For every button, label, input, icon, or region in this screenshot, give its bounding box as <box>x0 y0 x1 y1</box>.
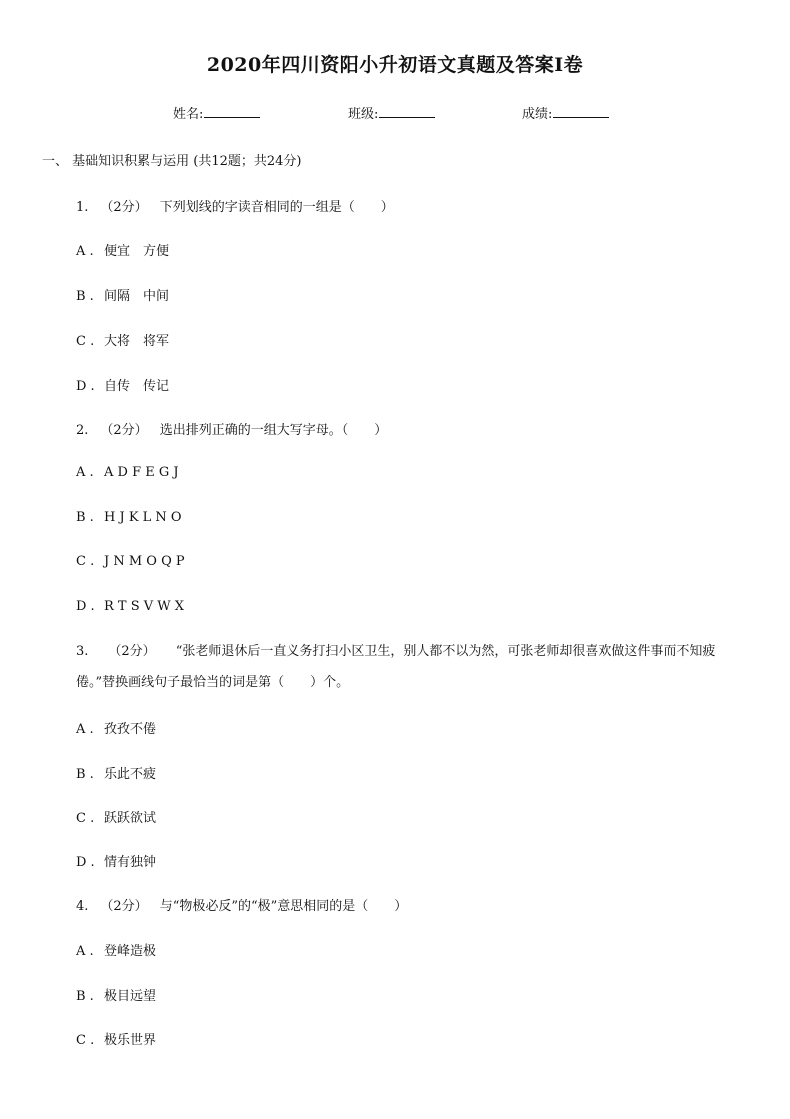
score-field <box>522 103 609 122</box>
option-text: J N M O Q P <box>104 554 185 569</box>
question-text: 下列划线的字读音相同的一组是（ ） <box>159 200 394 215</box>
question-score: （2分） <box>100 899 148 914</box>
option-text: 乐此不疲 <box>104 767 157 782</box>
option-letter: A . <box>76 465 94 480</box>
option-1a <box>76 240 169 259</box>
option-text: 极乐世界 <box>104 1033 157 1048</box>
question-text: “张老师退休后一直义务打扫小区卫生，别人都不以为然，可张老师却很喜欢做这件事而不知疲倦。”替换画线句子最恰当的词是第（ ）个。 <box>76 644 716 690</box>
section-heading: 一、 基础知识积累与运用 (共12题；共24分) <box>42 154 302 169</box>
option-letter: C . <box>76 1033 95 1048</box>
option-1b <box>76 285 169 304</box>
question-number: 2. <box>76 423 89 438</box>
question-text: 选出排列正确的一组大写字母。（ ） <box>159 423 388 438</box>
name-blank <box>204 105 260 118</box>
option-3c <box>76 807 156 826</box>
option-4a <box>76 940 156 959</box>
option-letter: D . <box>76 379 95 394</box>
option-letter: C . <box>76 811 95 826</box>
score-label: 成绩: <box>522 107 553 122</box>
class-label: 班级: <box>348 107 379 122</box>
option-3b <box>76 763 156 782</box>
question-number: 4. <box>76 899 89 914</box>
option-text: A D F E G J <box>104 465 179 480</box>
question-score: （2分） <box>100 423 148 438</box>
question-number: 3. <box>76 644 89 659</box>
option-4c <box>76 1029 156 1048</box>
option-text: 间隔 中间 <box>104 289 170 304</box>
option-text: H J K L N O <box>104 510 182 525</box>
option-3d <box>76 851 156 870</box>
option-1d <box>76 375 169 394</box>
option-text: 极目远望 <box>104 989 157 1004</box>
question-1 <box>76 196 394 215</box>
question-text: 与“物极必反”的“极”意思相同的是（ ） <box>159 899 408 914</box>
name-label: 姓名: <box>173 107 204 122</box>
option-text: 跃跃欲试 <box>104 811 157 826</box>
option-text: 登峰造极 <box>104 944 157 959</box>
question-2 <box>76 419 387 438</box>
option-text: 情有独钟 <box>104 855 157 870</box>
question-3 <box>76 636 746 698</box>
option-letter: C . <box>76 334 95 349</box>
option-letter: C . <box>76 554 95 569</box>
option-2c <box>76 554 185 569</box>
option-2a <box>76 465 179 480</box>
option-letter: B . <box>76 289 94 304</box>
class-field <box>348 103 435 122</box>
class-blank <box>379 105 435 118</box>
question-number: 1. <box>76 200 89 215</box>
student-info-row <box>0 103 790 123</box>
name-field <box>173 103 260 122</box>
option-1c <box>76 330 169 349</box>
option-2d <box>76 599 184 614</box>
option-letter: B . <box>76 510 94 525</box>
option-2b <box>76 510 182 525</box>
option-letter: A . <box>76 722 94 737</box>
option-3a <box>76 718 156 737</box>
option-text: 孜孜不倦 <box>104 722 157 737</box>
question-4 <box>76 895 407 914</box>
page-title: 2020年四川资阳小升初语文真题及答案Ⅰ卷 <box>206 54 584 76</box>
option-letter: A . <box>76 244 94 259</box>
option-text: 大将 将军 <box>104 334 170 349</box>
option-letter: A . <box>76 944 94 959</box>
question-score: （2分） <box>100 200 148 215</box>
option-letter: D . <box>76 855 95 870</box>
option-letter: B . <box>76 989 94 1004</box>
option-text: R T S V W X <box>104 599 185 614</box>
option-letter: D . <box>76 599 95 614</box>
question-score: （2分） <box>108 644 156 659</box>
option-4b <box>76 985 156 1004</box>
score-blank <box>553 105 609 118</box>
option-text: 自传 传记 <box>104 379 170 394</box>
option-text: 便宜 方便 <box>104 244 170 259</box>
option-letter: B . <box>76 767 94 782</box>
